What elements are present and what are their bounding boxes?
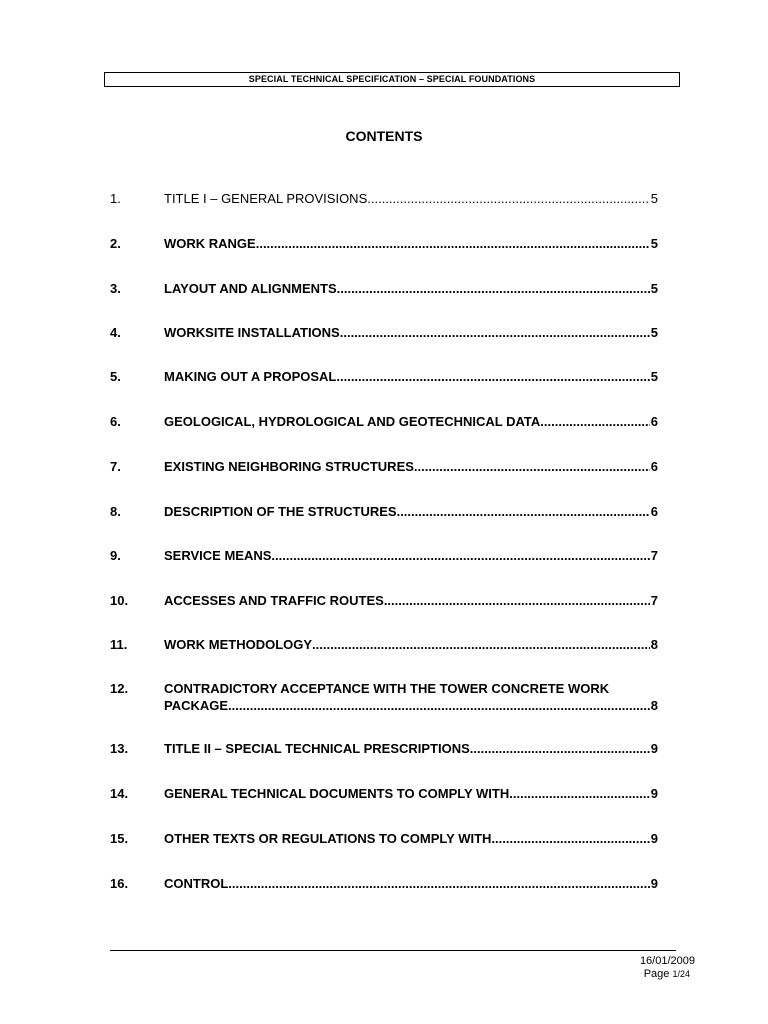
- toc-entry-page: 8: [650, 698, 658, 713]
- toc-entry-page: 5: [650, 281, 658, 296]
- toc-entry-number: 5.: [110, 369, 121, 384]
- toc-entry-page: 9: [650, 786, 658, 801]
- toc-entry-title: CONTROL: [164, 876, 229, 891]
- toc-entry-number: 4.: [110, 325, 121, 340]
- toc-entry-title: MAKING OUT A PROPOSAL: [164, 369, 337, 384]
- toc-entry-title: GENERAL TECHNICAL DOCUMENTS TO COMPLY WITH: [164, 786, 510, 801]
- toc-entry[interactable]: [110, 458, 658, 475]
- toc-dot-leader: [337, 280, 650, 297]
- toc-entry-title: EXISTING NEIGHBORING STRUCTURES: [164, 459, 414, 474]
- toc-dot-leader: [540, 413, 649, 430]
- toc-entry[interactable]: [110, 190, 658, 207]
- contents-title: CONTENTS: [345, 128, 423, 144]
- toc-dot-leader: [228, 697, 650, 714]
- toc-entry[interactable]: [110, 280, 658, 297]
- toc-entry-number: 15.: [110, 831, 129, 846]
- toc-entry-page: 7: [650, 548, 658, 563]
- footer-divider: [110, 950, 676, 951]
- toc-entry[interactable]: [110, 875, 658, 892]
- toc-entry-page: 5: [650, 325, 658, 340]
- footer-page-value: 1/24: [672, 969, 690, 979]
- toc-entry-number: 11.: [110, 637, 128, 652]
- toc-entry-title: WORK METHODOLOGY: [164, 637, 313, 652]
- toc-entry-number: 16.: [110, 876, 129, 891]
- toc-entry-number: 6.: [110, 414, 121, 429]
- toc-entry[interactable]: [110, 235, 658, 252]
- toc-entry[interactable]: [110, 785, 658, 802]
- toc-dot-leader: [384, 592, 650, 609]
- toc-entry-page: 6: [650, 504, 658, 519]
- document-header: [104, 72, 680, 87]
- toc-dot-leader: [312, 636, 650, 653]
- toc-entry-title: WORK RANGE: [164, 236, 256, 251]
- toc-entry-number: 8.: [110, 504, 121, 519]
- toc-entry-page: 9: [650, 741, 658, 756]
- toc-entry-number: 7.: [110, 459, 121, 474]
- footer-date: 16/01/2009: [639, 955, 695, 967]
- toc-entry[interactable]: [110, 740, 658, 757]
- toc-entry-page: 5: [650, 369, 658, 384]
- toc-entry-page: 6: [650, 459, 658, 474]
- footer-page-label: Page: [643, 968, 670, 980]
- toc-dot-leader: [397, 503, 650, 520]
- toc-entry-page: 8: [650, 637, 658, 652]
- toc-entry[interactable]: [110, 547, 658, 564]
- toc-entry-title: ACCESSES AND TRAFFIC ROUTES: [164, 593, 384, 608]
- toc-dot-leader: [470, 740, 650, 757]
- toc-dot-leader: [228, 875, 649, 892]
- toc-entry[interactable]: [110, 368, 658, 385]
- toc-entry-number: 2.: [110, 236, 121, 251]
- toc-dot-leader: [367, 190, 650, 207]
- toc-entry[interactable]: [110, 830, 658, 847]
- toc-entry-number: 10.: [110, 593, 129, 608]
- toc-entry-title-line: CONTRADICTORY ACCEPTANCE WITH THE TOWER CONCRETE WORK: [164, 681, 610, 696]
- toc-dot-leader: [509, 785, 650, 802]
- document-header-title: SPECIAL TECHNICAL SPECIFICATION – SPECIAL FOUNDATIONS: [248, 74, 536, 84]
- toc-entry-title: WORKSITE INSTALLATIONS: [164, 325, 340, 340]
- toc-dot-leader: [271, 547, 649, 564]
- toc-entry-title: TITLE II – SPECIAL TECHNICAL PRESCRIPTIONS: [164, 741, 470, 756]
- toc-entry[interactable]: [110, 324, 658, 341]
- toc-entry-title: TITLE I – GENERAL PROVISIONS: [164, 191, 368, 206]
- toc-entry-page: 5: [650, 236, 658, 251]
- toc-entry-page: 9: [650, 876, 658, 891]
- toc-entry-number: 14.: [110, 786, 129, 801]
- toc-entry-page: 6: [650, 414, 658, 429]
- toc-entry-title: SERVICE MEANS: [164, 548, 272, 563]
- toc-dot-leader: [491, 830, 649, 847]
- toc-dot-leader: [336, 368, 649, 385]
- toc-dot-leader: [414, 458, 650, 475]
- toc-entry-number: 3.: [110, 281, 121, 296]
- toc-entry[interactable]: [110, 636, 658, 653]
- toc-entry[interactable]: [110, 413, 658, 430]
- footer-page-number: [644, 968, 690, 980]
- toc-entry-page: 5: [650, 191, 658, 206]
- toc-entry-number: 13.: [110, 741, 129, 756]
- toc-entry-title: PACKAGE: [164, 698, 229, 713]
- toc-entry-title: LAYOUT AND ALIGNMENTS: [164, 281, 337, 296]
- toc-entry-title: DESCRIPTION OF THE STRUCTURES: [164, 504, 397, 519]
- toc-dot-leader: [340, 324, 650, 341]
- toc-entry-title: OTHER TEXTS OR REGULATIONS TO COMPLY WITH: [164, 831, 492, 846]
- toc-entry[interactable]: [110, 680, 658, 714]
- toc-dot-leader: [256, 235, 650, 252]
- toc-entry-number: 9.: [110, 548, 121, 563]
- toc-entry-page: 9: [650, 831, 658, 846]
- toc-entry[interactable]: [110, 503, 658, 520]
- toc-entry-page: 7: [650, 593, 658, 608]
- toc-entry-number: 12.: [110, 681, 129, 696]
- toc-entry[interactable]: [110, 592, 658, 609]
- toc-entry-title: GEOLOGICAL, HYDROLOGICAL AND GEOTECHNICAL DATA: [164, 414, 541, 429]
- toc-entry-number: 1.: [110, 191, 121, 206]
